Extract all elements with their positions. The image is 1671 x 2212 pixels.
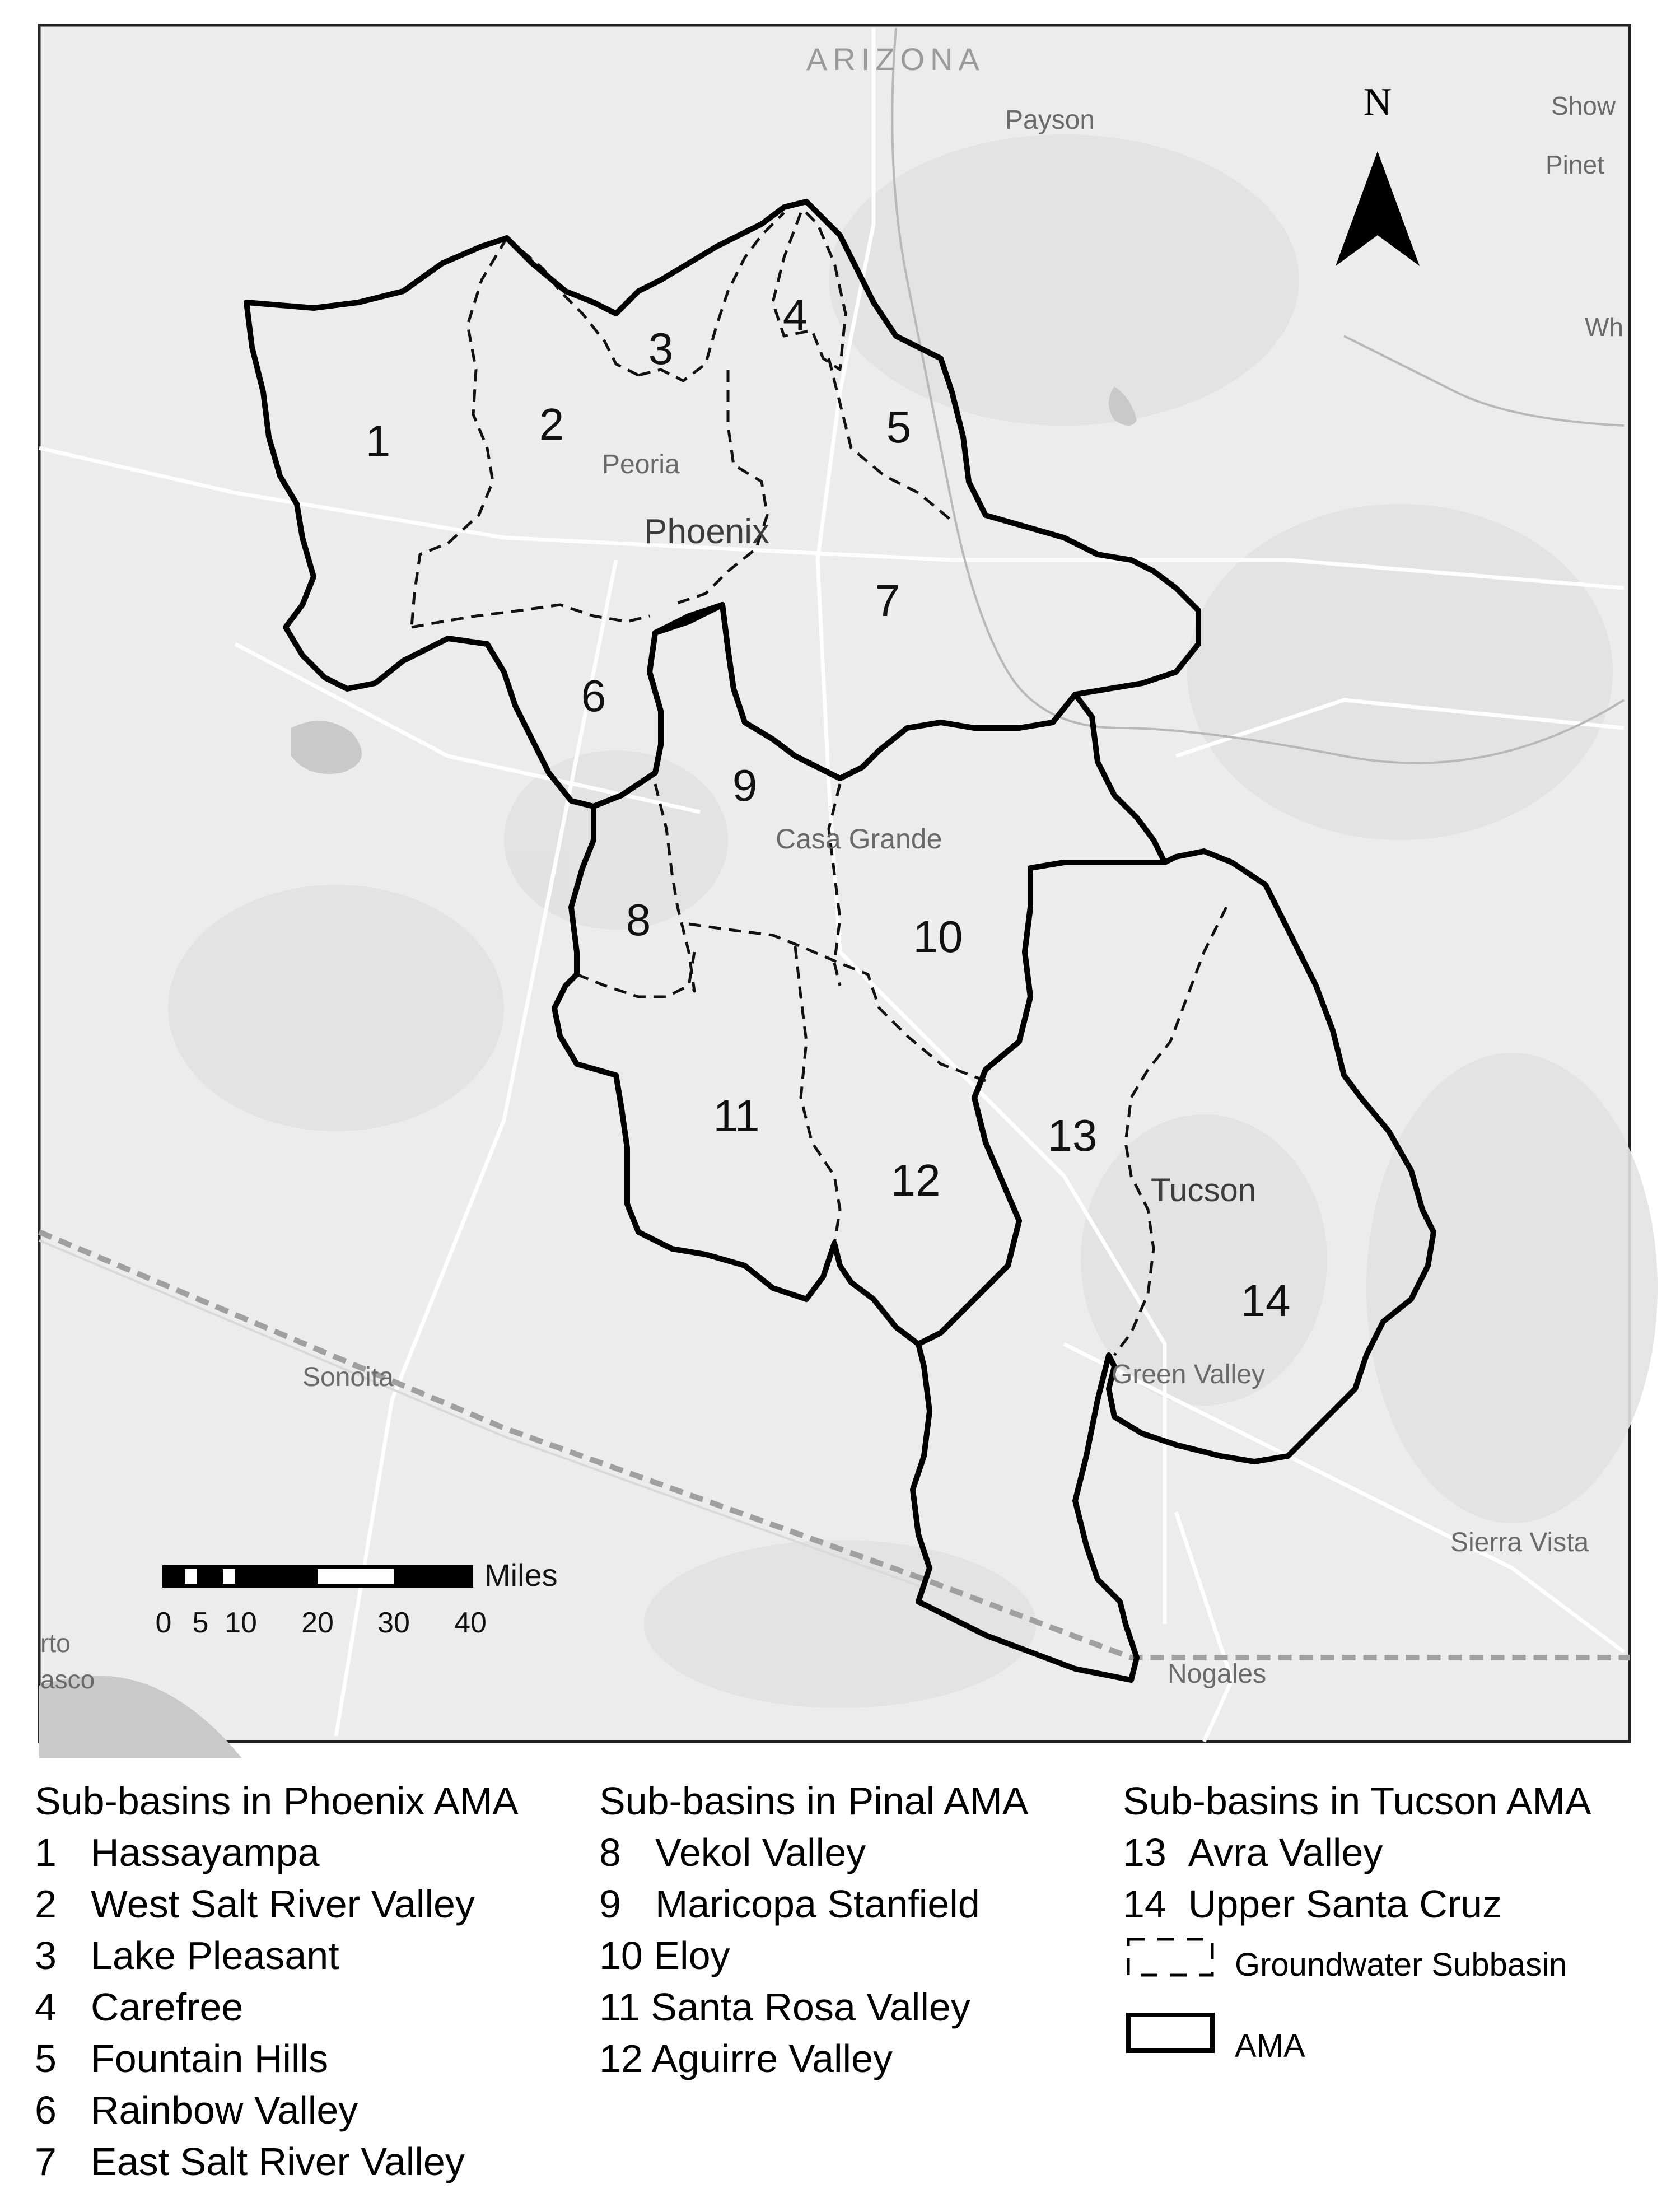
north-label: N xyxy=(1363,81,1392,124)
legend-item: 6 Rainbow Valley xyxy=(35,2088,358,2132)
subbasin-symbol-icon xyxy=(1126,1935,1215,1980)
basin-number-4: 4 xyxy=(782,290,808,340)
place-label-phoenix: Phoenix xyxy=(644,512,770,551)
basin-number-1: 1 xyxy=(365,416,391,466)
place-label-pinet: Pinet xyxy=(1546,150,1604,179)
legend-item: 14 Upper Santa Cruz xyxy=(1123,1882,1502,1926)
legend-item: 7 East Salt River Valley xyxy=(35,2140,465,2183)
legend-heading-tucson: Sub-basins in Tucson AMA xyxy=(1123,1779,1591,1823)
basin-number-11: 11 xyxy=(713,1091,760,1141)
legend-heading-pinal: Sub-basins in Pinal AMA xyxy=(599,1779,1029,1823)
scale-tick-20: 20 xyxy=(301,1607,334,1639)
legend-heading-phoenix: Sub-basins in Phoenix AMA xyxy=(35,1779,519,1823)
legend-item: 5 Fountain Hills xyxy=(35,2037,329,2080)
legend-item: 4 Carefree xyxy=(35,1985,244,2029)
basin-number-12: 12 xyxy=(890,1155,941,1205)
legend-item: 2 West Salt River Valley xyxy=(35,1882,475,1926)
place-label-sierra-vista: Sierra Vista xyxy=(1450,1528,1589,1557)
place-label-tucson: Tucson xyxy=(1151,1172,1257,1208)
basin-number-3: 3 xyxy=(648,324,674,374)
legend-tucson xyxy=(1123,1775,1591,1930)
legend-pinal xyxy=(599,1775,1029,2084)
basin-number-7: 7 xyxy=(875,576,900,626)
basin-number-5: 5 xyxy=(886,402,912,452)
legend-item: 12 Aguirre Valley xyxy=(599,2037,893,2080)
basin-number-8: 8 xyxy=(626,895,651,945)
legend-item: 8 Vekol Valley xyxy=(599,1831,866,1874)
legend-phoenix xyxy=(35,1775,519,2187)
scale-tick-10: 10 xyxy=(225,1607,257,1639)
place-label-sonoita: Sonoita xyxy=(302,1362,394,1392)
legend-item: 10 Eloy xyxy=(599,1934,730,1977)
ama-symbol-icon xyxy=(1126,2010,1215,2055)
scale-tick-30: 30 xyxy=(377,1607,410,1639)
legend-subbasin-label: Groundwater Subbasin xyxy=(1235,1947,1567,1983)
place-label-green-valley: Green Valley xyxy=(1112,1360,1265,1389)
legend-item: 1 Hassayampa xyxy=(35,1831,320,1874)
place-label-show: Show xyxy=(1551,91,1616,120)
basin-number-9: 9 xyxy=(732,760,758,810)
legend-ama-label: AMA xyxy=(1235,2028,1305,2064)
basin-number-13: 13 xyxy=(1047,1110,1098,1160)
place-label-asco: asco xyxy=(40,1665,95,1694)
scale-unit: Miles xyxy=(484,1557,558,1593)
basin-number-10: 10 xyxy=(913,912,963,962)
place-label-arizona: ARIZONA xyxy=(806,41,985,77)
basin-number-2: 2 xyxy=(539,399,564,449)
scale-tick-40: 40 xyxy=(454,1607,487,1639)
legend-item: 13 Avra Valley xyxy=(1123,1831,1383,1874)
place-label-wh: Wh xyxy=(1585,312,1623,342)
legend-item: 9 Maricopa Stanfield xyxy=(599,1882,980,1926)
legend-item: 3 Lake Pleasant xyxy=(35,1934,339,1977)
place-label-nogales: Nogales xyxy=(1168,1659,1267,1689)
place-label-payson: Payson xyxy=(1005,105,1095,135)
basin-number-6: 6 xyxy=(581,671,606,721)
place-label-rto: rto xyxy=(40,1628,71,1658)
place-label-peoria: Peoria xyxy=(602,450,680,479)
basin-number-14: 14 xyxy=(1240,1276,1291,1326)
place-label-casa-grande: Casa Grande xyxy=(776,823,942,855)
scale-tick-0: 0 xyxy=(155,1607,172,1639)
legend-item: 11 Santa Rosa Valley xyxy=(599,1985,970,2029)
scale-tick-5: 5 xyxy=(192,1607,209,1639)
